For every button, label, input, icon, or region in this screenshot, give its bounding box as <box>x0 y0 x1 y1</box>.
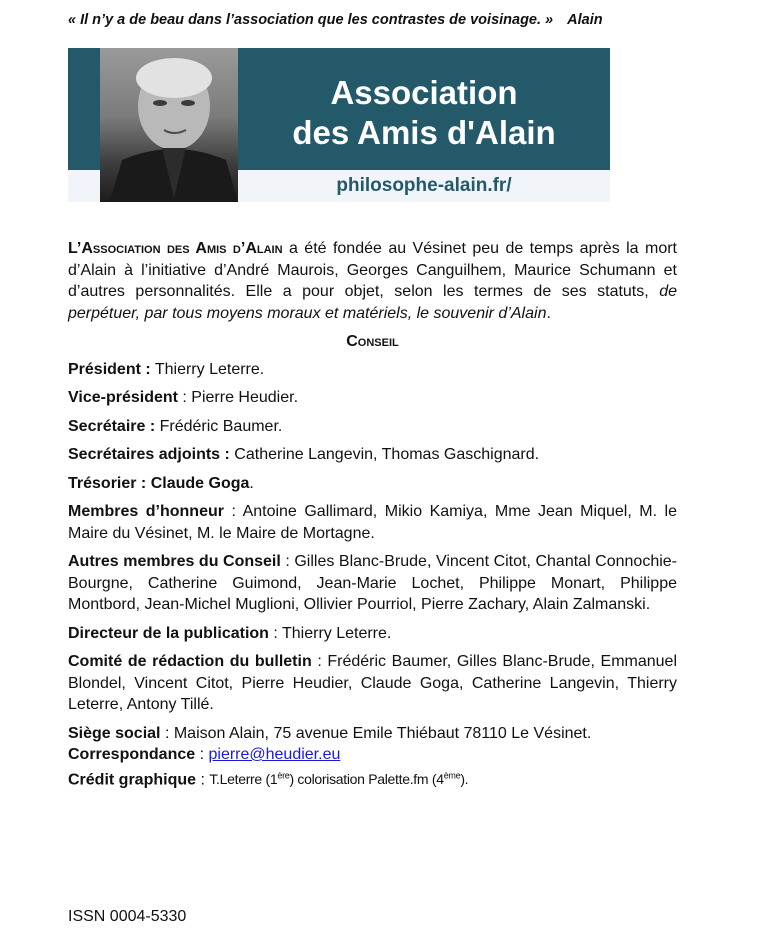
entry-label: Correspondance <box>68 746 196 763</box>
epigraph-quote <box>68 12 708 28</box>
credit-text <box>209 771 468 787</box>
email-link[interactable]: pierre@heudier.eu <box>208 746 341 763</box>
entry-label: Membres d’honneur <box>68 503 224 520</box>
entry-label: Siège social <box>68 724 161 742</box>
entry-secretaires-adjoints <box>68 444 677 466</box>
entry-label: Secrétaires adjoints : <box>68 446 230 463</box>
credit-sup2: ème <box>443 770 461 781</box>
entry-value: : Antoine Gallimard, Mikio Kamiya, Mme Jean Miquel, M. le Maire du Vésinet, M. le Maire de Mortagne. <box>68 503 678 542</box>
entry-value: : Gilles Blanc-Brude, Vincent Citot, Chantal Connochie-Bourgne, Catherine Guimond, Jean-Marie Lochet, Philippe Monart, Philippe Montbord, Jean-Michel Muglioni, Ollivier Pourriol, Pierre Zachary, Alain Zalmanski. <box>68 553 677 613</box>
intro-end: . <box>546 304 551 322</box>
entry-value: . <box>249 474 254 492</box>
entry-label: Crédit graphique <box>68 771 197 789</box>
portrait-silhouette-icon <box>100 48 238 202</box>
entry-siege <box>68 723 677 745</box>
banner-title-line1: Association <box>330 74 518 111</box>
entry-secretaire <box>68 416 677 438</box>
credit-part2: ) colorisation Palette.fm (4 <box>289 771 444 788</box>
entry-president <box>68 359 677 381</box>
entry-membres-honneur <box>68 501 677 544</box>
entry-autres-membres <box>68 551 677 616</box>
entry-value: : Frédéric Baumer, Gilles Blanc-Brude, Emmanuel Blondel, Vincent Citot, Pierre Heudier, Claude Goga, Catherine Langevin, Thierry Leterre, Antony Tillé. <box>68 653 678 713</box>
entry-directeur <box>68 623 677 645</box>
entry-label: Vice-président <box>68 389 178 406</box>
banner-url[interactable]: philosophe-alain.fr/ <box>336 175 512 196</box>
entry-sep: : <box>196 771 210 789</box>
entry-value: : Maison Alain, 75 avenue Emile Thiébaut 78110 Le Vésinet. <box>160 724 592 742</box>
quote-author: Alain <box>567 12 603 28</box>
entry-label: Autres membres du Conseil <box>68 553 281 570</box>
intro-body: a été fondée au Vésinet peu de temps après la mort d’Alain à l’initiative d’André Maurois, Georges Canguilhem, Maurice Schumann et d’autres personnalités. Elle a pour objet, selon les termes de ses statuts, <box>68 240 677 300</box>
entry-value: : Thierry Leterre. <box>268 624 392 642</box>
intro-lead: L’Association des Amis d’Alain <box>68 240 283 257</box>
intro-italic: de perpétuer, par tous moyens moraux et matériels, le souvenir d’Alain <box>68 283 677 322</box>
entry-credit <box>68 766 677 791</box>
entry-value: Thierry Leterre. <box>150 360 265 378</box>
entry-tresorier <box>68 473 677 495</box>
conseil-heading: Conseil <box>346 333 399 350</box>
entry-correspondance <box>68 744 677 766</box>
association-banner <box>68 48 610 202</box>
entry-value: : Pierre Heudier. <box>177 389 299 406</box>
entry-value: : <box>195 746 209 763</box>
entry-label: Secrétaire : <box>68 417 156 435</box>
entry-comite <box>68 651 677 716</box>
entry-label: Président : <box>68 360 151 378</box>
credit-sup1: ère <box>277 770 290 781</box>
entry-vice-president <box>68 387 677 409</box>
banner-band-left <box>68 48 100 170</box>
entry-label: Trésorier : Claude Goga <box>68 474 250 492</box>
entry-label: Comité de rédaction du bulletin <box>68 653 312 670</box>
credit-part1: T.Leterre (1 <box>209 771 278 788</box>
credit-part3: ). <box>460 771 469 788</box>
banner-title-line2: des Amis d'Alain <box>292 114 556 151</box>
issn-number: ISSN 0004-5330 <box>68 908 187 925</box>
entry-label: Directeur de la publication <box>68 624 269 642</box>
entry-value: Catherine Langevin, Thomas Gaschignard. <box>229 446 540 463</box>
quote-text: « Il n’y a de beau dans l’association que les contrastes de voisinage. » <box>68 12 554 28</box>
entry-value: Frédéric Baumer. <box>155 417 283 435</box>
alain-portrait-photo <box>100 48 238 202</box>
main-content <box>68 238 677 791</box>
intro-paragraph <box>68 238 677 324</box>
